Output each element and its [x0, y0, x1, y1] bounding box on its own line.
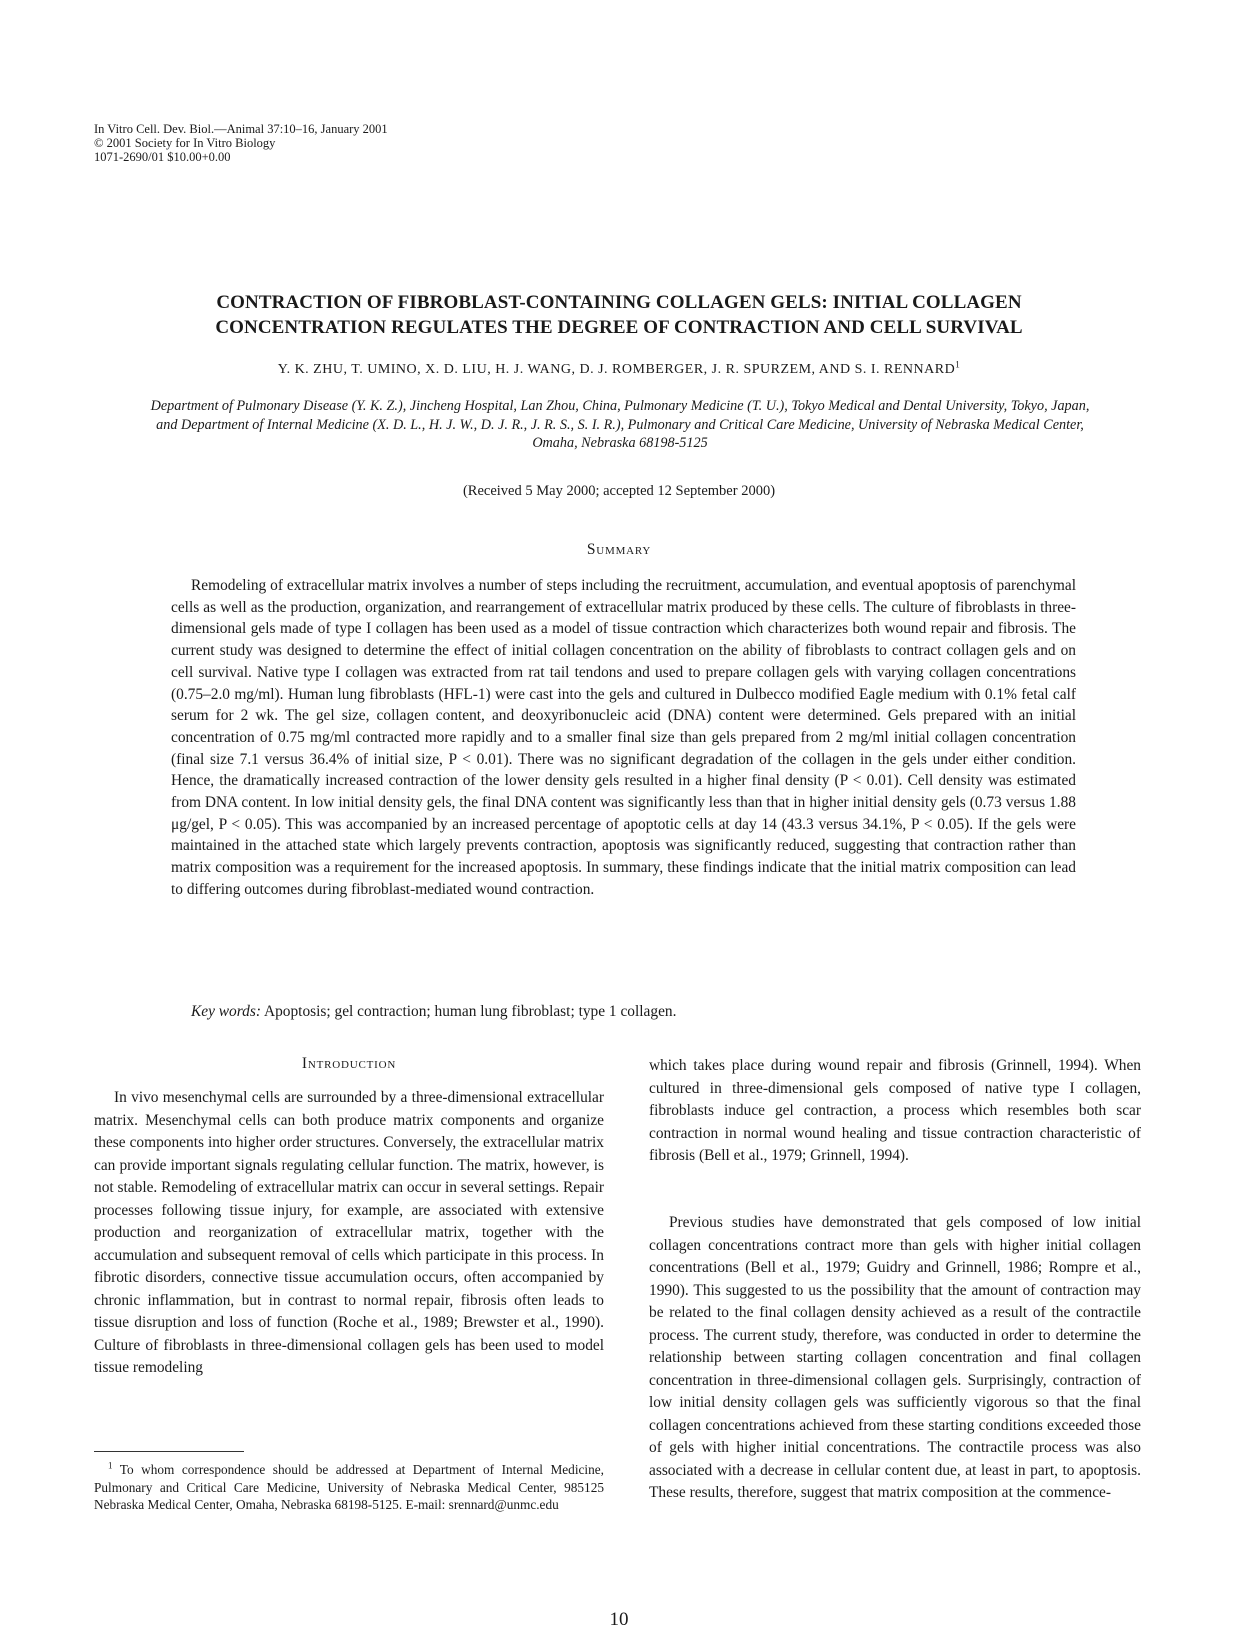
journal-citation: In Vitro Cell. Dev. Biol.—Animal 37:10–16, January 2001 — [94, 122, 388, 136]
author-names: Y. K. ZHU, T. UMINO, X. D. LIU, H. J. WANG, D. J. ROMBERGER, J. R. SPURZEM, AND S. I. RENNARD — [277, 362, 956, 377]
journal-info — [94, 122, 388, 164]
affiliation: Department of Pulmonary Disease (Y. K. Z.), Jincheng Hospital, Lan Zhou, China, Pulmonary Medicine (T. U.), Tokyo Medical and Dental University, Tokyo, Japan, and Department of Internal Medicine (X. D. L., H. J. W., D. J. R., J. R. S., S. I. R.), Pulmonary and Critical Care Medicine, University of Nebraska Medical Center, Omaha, Nebraska 68198-5125 — [150, 398, 1090, 451]
keywords-list: Apoptosis; gel contraction; human lung fibroblast; type 1 collagen. — [263, 1003, 677, 1020]
correspondence-footnote — [94, 1461, 604, 1514]
intro-paragraph-1: In vivo mesenchymal cells are surrounded by a three-dimensional extracellular matrix. Mesenchymal cells can both produce matrix components and organize these components into higher order structures. Conversely, the extracellular matrix can provide important signals regulating cellular function. The matrix, however, is not stable. Remodeling of extracellular matrix can occur in several settings. Repair processes following tissue injury, for example, are associated with extensive production and reorganization of extracellular matrix, together with the accumulation and subsequent removal of cells which participate in this process. In fibrotic disorders, connective tissue accumulation occurs, often accompanied by chronic inflammation, but in contrast to normal repair, fibrosis often leads to tissue disruption and loss of function (Roche et al., 1989; Brewster et al., 1990). Culture of fibroblasts in three-dimensional collagen gels has been used to model tissue remodeling — [94, 1089, 604, 1376]
journal-copyright: © 2001 Society for In Vitro Biology — [94, 136, 276, 150]
intro-paragraph-2: Previous studies have demonstrated that gels composed of low initial collagen concentrations contract more than gels with higher initial collagen concentrations (Bell et al., 1979; Guidry and Grinnell, 1986; Rompre et al., 1990). This suggested to us the possibility that the amount of contraction may be related to the final collagen density achieved as a result of the contractile process. The current study, therefore, was conducted in order to determine the relationship between starting collagen concentration and final collagen concentration in three-dimensional collagen gels. Surprisingly, contraction of low initial density collagen gels was sufficiently vigorous so that the final collagen concentrations achieved from these starting conditions exceeded those of gels with higher initial concentrations. The contractile process was also associated with a decrease in cellular content due, at least in part, to apoptosis. These results, therefore, suggest that matrix composition at the commence- — [649, 1214, 1141, 1501]
author-footnote-mark: 1 — [955, 359, 961, 370]
journal-issn: 1071-2690/01 $10.00+0.00 — [94, 150, 231, 164]
keywords-label: Key words: — [191, 1003, 261, 1020]
footnote-mark: 1 — [108, 1460, 113, 1471]
author-list — [94, 359, 1144, 378]
article-title — [94, 290, 1144, 340]
received-dates: (Received 5 May 2000; accepted 12 September 2000) — [462, 483, 776, 499]
page-number: 10 — [609, 1609, 629, 1630]
introduction-heading: Introduction — [301, 1055, 397, 1072]
title-line-2: CONCENTRATION REGULATES THE DEGREE OF CONTRACTION AND CELL SURVIVAL — [215, 317, 1023, 338]
title-line-1: CONTRACTION OF FIBROBLAST-CONTAINING COLLAGEN GELS: INITIAL COLLAGEN — [216, 292, 1022, 313]
summary-text: Remodeling of extracellular matrix involves a number of steps including the recruitment, accumulation, and eventual apoptosis of parenchymal cells as well as the production, organization, and rearrangement of extracellular matrix produced by these cells. The culture of fibroblasts in three-dimensional gels made of type I collagen has been used as a model of tissue contraction which characterizes both wound repair and fibrosis. The current study was designed to determine the effect of initial collagen concentration on the ability of fibroblasts to contract collagen gels and on cell survival. Native type I collagen was extracted from rat tail tendons and used to prepare collagen gels with varying collagen concentrations (0.75–2.0 mg/ml). Human lung fibroblasts (HFL-1) were cast into the gels and cultured in Dulbecco modified Eagle medium with 0.1% fetal calf serum for 2 wk. The gel size, collagen content, and deoxyribonucleic acid (DNA) content were determined. Gels prepared with an initial concentration of 0.75 mg/ml contracted more rapidly and to a smaller final size than gels prepared from 2 mg/ml initial collagen concentration (final size 7.1 versus 36.4% of initial size, P < 0.01). There was no significant degradation of the collagen in the gels under either condition. Hence, the dramatically increased contraction of the lower density gels resulted in a higher final density (P < 0.01). Cell density was estimated from DNA content. In low initial density gels, the final DNA content was significantly less than that in higher initial density gels (0.73 versus 1.88 μg/gel, P < 0.05). This was accompanied by an increased percentage of apoptotic cells at day 14 (43.3 versus 34.1%, P < 0.05). If the gels were maintained in the attached state which largely prevents contraction, apoptosis was significantly reduced, suggesting that contraction rather than matrix composition was a requirement for the increased apoptosis. In summary, these findings indicate that the initial matrix composition can lead to differing outcomes during fibroblast-mediated wound contraction. — [171, 577, 1076, 898]
footnote-text: To whom correspondence should be addressed at Department of Internal Medicine, Pulmonary and Critical Care Medicine, University of Nebraska Medical Center, 985125 Nebraska Medical Center, Omaha, Nebraska 68198-5125. E-mail: srennard@unmc.edu — [94, 1462, 604, 1512]
keywords — [171, 1001, 1076, 1023]
intro-paragraph-1-continued: which takes place during wound repair and fibrosis (Grinnell, 1994). When cultured in three-dimensional gels composed of native type I collagen, fibroblasts induce gel contraction, a process which resembles both scar contraction in normal wound healing and tissue contraction characteristic of fibrosis (Bell et al., 1979; Grinnell, 1994). — [649, 1057, 1141, 1164]
footnote-divider — [94, 1451, 244, 1452]
summary-heading: Summary — [586, 541, 652, 558]
